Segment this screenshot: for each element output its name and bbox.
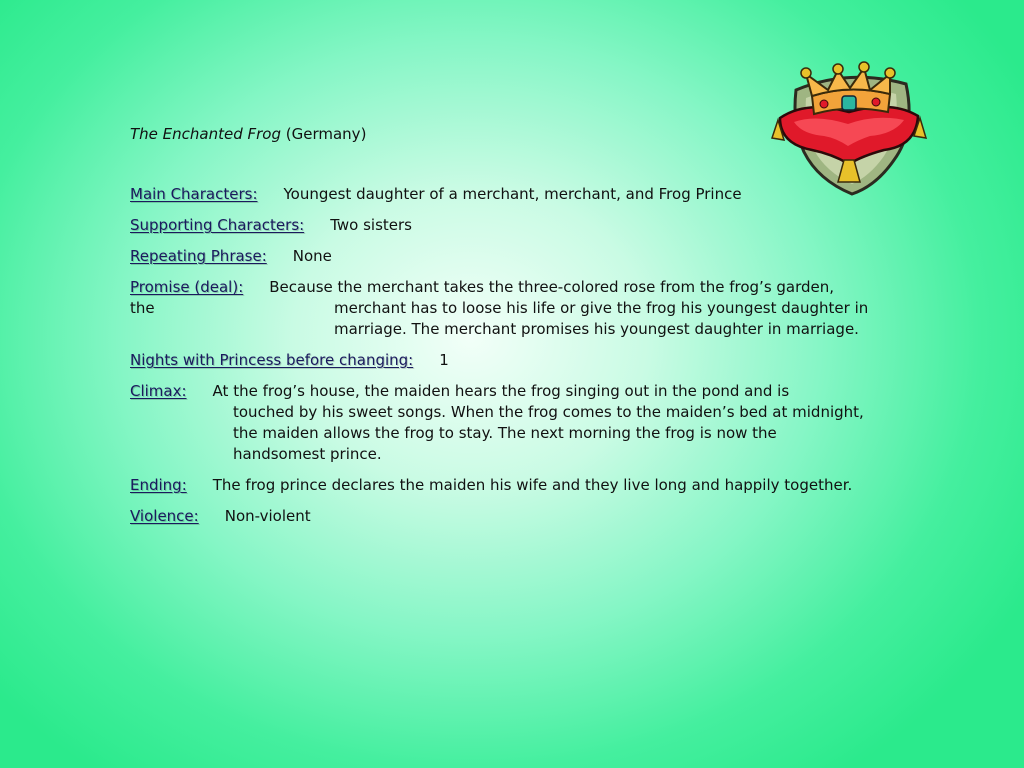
climax-label: Climax: (130, 382, 187, 400)
promise-label: Promise (deal): (130, 278, 244, 296)
supporting-characters-row (130, 215, 920, 236)
violence-value: Non-violent (224, 507, 311, 525)
promise-text-2-start: the (130, 299, 155, 317)
supporting-characters-label: Supporting Characters: (130, 216, 305, 234)
main-characters-row (130, 184, 920, 205)
violence-row (130, 506, 920, 527)
promise-text-1: Because the merchant takes the three-colored rose from the frog’s garden, (269, 278, 835, 296)
promise-text-2: merchant has to loose his life or give the frog his youngest daughter in (334, 299, 869, 317)
main-characters-value: Youngest daughter of a merchant, merchant, and Frog Prince (283, 185, 742, 203)
climax-text-3: the maiden allows the frog to stay. The next morning the frog is now the (233, 424, 777, 442)
nights-label: Nights with Princess before changing: (130, 351, 414, 369)
promise-line-1 (130, 277, 920, 298)
nights-row (130, 350, 920, 371)
repeating-phrase-label: Repeating Phrase: (130, 247, 267, 265)
slide-content (130, 124, 920, 537)
supporting-characters-value: Two sisters (330, 216, 412, 234)
repeating-phrase-row (130, 246, 920, 267)
climax-line-1 (130, 381, 920, 402)
climax-row (130, 381, 920, 465)
ending-value: The frog prince declares the maiden his wife and they live long and happily together. (212, 476, 853, 494)
violence-label: Violence: (130, 507, 199, 525)
climax-text-2: touched by his sweet songs. When the frog comes to the maiden’s bed at midnight, (233, 403, 864, 421)
story-title (130, 124, 920, 145)
climax-text-1: At the frog’s house, the maiden hears the frog singing out in the pond and is (212, 382, 790, 400)
nights-value: 1 (439, 351, 449, 369)
story-title-italic: The Enchanted Frog (130, 125, 281, 143)
ending-row (130, 475, 920, 496)
repeating-phrase-value: None (292, 247, 332, 265)
climax-text-4: handsomest prince. (233, 445, 382, 463)
main-characters-label: Main Characters: (130, 185, 258, 203)
story-title-country: (Germany) (281, 125, 367, 143)
promise-text-3: marriage. The merchant promises his youngest daughter in marriage. (334, 320, 859, 338)
promise-line-2 (130, 298, 920, 319)
ending-label: Ending: (130, 476, 187, 494)
promise-row (130, 277, 920, 340)
